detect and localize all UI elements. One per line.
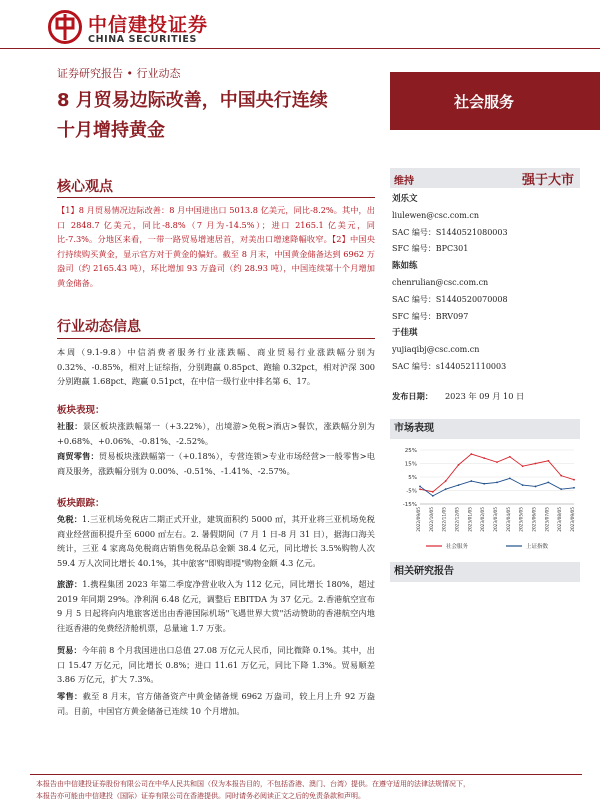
social-label: 社服：	[57, 421, 83, 431]
rating-bar	[390, 168, 580, 188]
board-heading: 板块表现：	[57, 405, 105, 416]
chart-point	[560, 488, 562, 490]
chart-point	[445, 488, 447, 490]
chart-ytick-label: -15%	[402, 502, 417, 508]
chart-point	[560, 475, 562, 477]
rating-label: 维持	[394, 176, 414, 187]
chart-legend-label: 社会服务	[446, 544, 469, 550]
sector-banner: 社会服务	[390, 72, 600, 130]
publish-date-label: 发布日期：	[392, 391, 433, 401]
industry-divider	[57, 338, 375, 339]
chart-ytick-label: -5%	[406, 488, 417, 495]
company-logo	[48, 10, 248, 46]
chart-point	[547, 482, 549, 484]
chart-point	[535, 463, 537, 465]
analyst-name: 于佳琪	[392, 328, 418, 339]
chart-series-line	[420, 478, 574, 496]
chart-point	[483, 457, 485, 459]
chart-xtick-label: 2023/07/05	[545, 507, 551, 532]
chart-ytick-label: 5%	[408, 475, 417, 481]
social-text: 景区板块涨跌幅第一（+3.22%），出境游>免税>酒店>餐饮，涨跌幅分别为+0.68%、+0.06%、-0.81%、-2.52%。	[57, 421, 375, 446]
chart-xtick-label: 2022/10/05	[429, 507, 435, 532]
header-divider	[0, 48, 600, 49]
industry-intro: 本周（9.1-9.8）中信消费者服务行业涨跌幅、商业贸易行业涨跌幅分别为 0.32%、-0.85%，相对上证综指，分别跑赢 0.85pct、跑输 0.32pct，相对沪深 300 分别跑赢 1.68pct、跑赢 0.51pct，在中信一级行业中排名第 6、17。	[57, 347, 375, 387]
chart-point	[483, 483, 485, 485]
chart-point	[547, 460, 549, 462]
analyst-email: yujiaqibj@csc.com.cn	[392, 345, 480, 355]
chart-xtick-label: 2022/11/05	[442, 507, 448, 532]
logo-mark-icon	[48, 10, 82, 44]
core-heading: 核心观点	[57, 179, 113, 195]
chart-point	[470, 453, 472, 455]
analyst-name: 刘乐文	[392, 194, 418, 204]
retail2-label: 零售：	[57, 691, 83, 701]
chart-xtick-label: 2023/03/05	[494, 507, 499, 532]
dutyfree-label: 免税：	[57, 514, 83, 524]
social-paragraph	[57, 419, 375, 448]
core-text: 【1】8 月贸易情况边际改善：8 月中国进出口 5013.8 亿美元，同比-8.2%。其中，出口 2848.7 亿美元，同比-8.8%（7 月为-14.5%）；进口 2165.1 亿美元，同比-7.3%。分地区来看，一带一路贸易增速居首，对美出口增速降幅收窄。【2】中国央行持续购买黄金，显示官方对于黄金的偏好。截至 8 月末，中国黄金储备达到 6962 万盎司（约 2165.43 吨），环比增加 93 万盎司（约 28.93 吨），中国连续第十个月增加黄金储备。	[57, 205, 375, 288]
rating-value: 强于大市	[521, 173, 574, 188]
market-performance-chart	[390, 444, 580, 556]
tourism-label: 旅游：	[57, 579, 83, 589]
chart-series-line	[420, 454, 574, 492]
analyst-sac: SAC 编号：s1440521110003	[392, 361, 507, 371]
disclaimer-line2: 本报告亦可能由中信建投（国际）证券有限公司在香港提供。同时请务必阅读正文之后的免责条款和声明。	[36, 792, 365, 800]
chart-xtick-label: 2023/08/05	[558, 507, 564, 532]
analyst-sfc: SFC 编号：BRV097	[392, 311, 469, 321]
related-heading: 相关研究报告	[390, 562, 580, 582]
chart-point	[470, 480, 472, 482]
industry-heading: 行业动态信息	[57, 319, 141, 335]
chart-xtick-label: 2023/09/05	[571, 507, 576, 532]
chart-point	[522, 465, 524, 467]
chart-xtick-label: 2023/02/05	[481, 507, 487, 532]
tourism-paragraph	[57, 577, 375, 635]
analyst-name: 陈如练	[392, 261, 418, 272]
retail-paragraph	[57, 449, 375, 478]
track-heading: 板块跟踪：	[57, 498, 105, 509]
chart-point	[496, 482, 498, 484]
chart-point	[535, 486, 537, 488]
publish-date	[392, 391, 524, 402]
retail-label: 商贸零售：	[57, 451, 99, 461]
chart-point	[458, 464, 460, 466]
report-title-line2: 十月增持黄金	[57, 120, 165, 141]
chart-point	[509, 477, 511, 479]
chart-xtick-label: 2023/01/05	[468, 507, 474, 532]
chart-point	[432, 491, 434, 493]
trade-paragraph	[57, 643, 375, 687]
chart-xtick-label: 2023/06/05	[532, 507, 538, 532]
chart-point	[419, 486, 421, 488]
trade-text: 今年前 8 个月我国进出口总值 27.08 万亿元人民币，同比微降 0.1%。其中，出口 15.47 万亿元，同比增长 0.8%；进口 11.61 万亿元，同比下降 1.3%。贸易顺差 3.86 万亿元，扩大 7.3%。	[57, 645, 375, 685]
trade-label: 贸易：	[57, 645, 82, 655]
chart-point	[509, 456, 511, 458]
publish-date-value: 2023 年 09 月 10 日	[444, 391, 525, 401]
chart-point	[522, 484, 524, 486]
disclaimer	[36, 778, 586, 800]
chart-point	[573, 487, 575, 489]
core-divider	[57, 197, 375, 198]
analyst-sfc: SFC 编号：BPC301	[392, 244, 469, 254]
chart-point	[458, 484, 460, 486]
chart-xtick-label: 2023/04/05	[506, 507, 512, 532]
retail-text: 贸易板块涨跌幅第一（+0.18%），专营连锁>专业市场经营>一般零售>电商及服务，涨跌幅分别为 0.00%、-0.51%、-1.41%、-2.57%。	[57, 451, 375, 476]
report-title	[57, 86, 377, 146]
analyst-email: chenrulian@csc.com.cn	[392, 277, 489, 287]
analyst-email: liulewen@csc.com.cn	[392, 210, 479, 220]
logo-text-cn: 中信建投证券	[88, 14, 209, 36]
chart-xtick-label: 2022/09/05	[417, 507, 422, 532]
chart-legend-label: 上证指数	[526, 544, 549, 550]
chart-xtick-label: 2022/12/05	[455, 507, 461, 532]
chart-ytick-label: 15%	[404, 461, 417, 468]
tourism-text: 1.携程集团 2023 年第二季度净营业收入为 112 亿元，同比增长 180%，超过 2019 年同期 29%。净利润 6.48 亿元，调整后 EBITDA 为 37 亿元。2.香港航空宣布 9 月 5 日起将向内地旅客送出由香港国际机场"飞遇世界大赏"活动赞助的香港航空内地往返香港的免费经济舱机票，总量逾 1.7 万张。	[57, 579, 375, 633]
disclaimer-line1: 本报告由中信建投证券股份有限公司在中华人民共和国（仅为本报告目的，不包括香港、澳门、台湾）提供。在遵守适用的法律法规情况下，	[36, 780, 470, 788]
analyst-sac: SAC 编号：S1440520070008	[392, 294, 508, 304]
logo-text-en: CHINA SECURITIES	[88, 34, 197, 45]
footer-divider	[30, 774, 582, 775]
dutyfree-text: 1.三亚机场免税店二期正式开业，建筑面积约 5000 ㎡，其开业将三亚机场免税商业经营面积提升至 6000 ㎡左右。2. 暑假期间（7 月 1 日-8 月 31 日），据海口海关统计，三亚 4 家离岛免税商店销售免税品总金额 38.4 亿元，同比增长 3.5%购物人次 59.4 万人次同比增长 40.1%，其中旅客"即购即提"购物金额 4.3 亿元。	[57, 514, 375, 568]
chart-point	[419, 488, 421, 490]
chart-point	[496, 461, 498, 463]
chart-point	[445, 480, 447, 482]
chart-xtick-label: 2023/05/05	[519, 507, 525, 532]
chart-point	[432, 495, 434, 497]
market-heading: 市场表现	[390, 419, 580, 439]
report-title-line1: 8 月贸易边际改善，中国央行连续	[57, 90, 328, 111]
retail2-text: 截至 8 月末，官方储备资产中黄金储备规 6962 万盎司，较上月上升 92 万盎司。目前，中国官方黄金储备已连续 10 个月增加。	[57, 691, 375, 716]
chart-ytick-label: 25%	[404, 448, 417, 454]
analyst-block	[392, 191, 508, 376]
dutyfree-paragraph	[57, 512, 375, 570]
analyst-sac: SAC 编号：S1440521080003	[392, 227, 508, 237]
report-type: 证券研究报告 • 行业动态	[57, 67, 181, 80]
chart-point	[573, 479, 575, 481]
retail2-paragraph	[57, 689, 375, 718]
